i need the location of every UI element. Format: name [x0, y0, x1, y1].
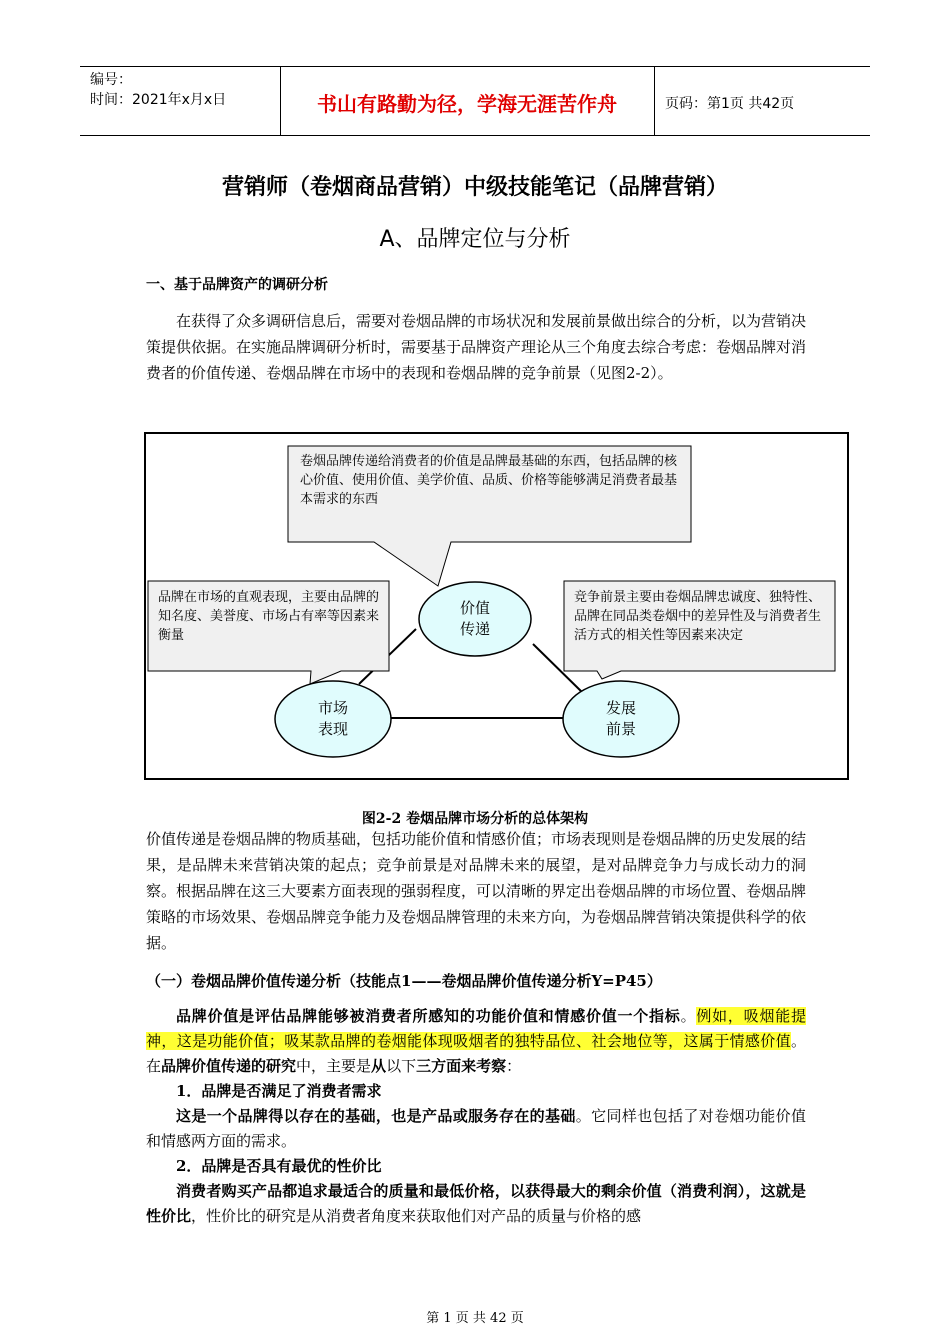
page-header	[80, 66, 870, 136]
plain-text: 。在	[146, 1032, 806, 1075]
item2-heading: 2．品牌是否具有最优的性价比	[176, 1157, 382, 1175]
header-top-rule	[80, 66, 870, 67]
figure-frame	[144, 432, 849, 780]
item2-bold: 消费者购买产品都追求最适合的质量和最低价格，以获得最大的剩余价值（消费利润），这就是性价比	[146, 1182, 806, 1225]
callout-top-text: 卷烟品牌传递给消费者的价值是品牌最基础的东西，包括品牌的核心价值、使用价值、美学价值、品质、价格等能够满足消费者最基本需求的东西	[300, 454, 678, 507]
bold-text: 从	[371, 1057, 387, 1075]
item1-bold: 这是一个品牌得以存在的基础，也是产品或服务存在的基础	[176, 1107, 576, 1125]
header-divider	[654, 66, 655, 136]
bold-text: 三方面来考察	[416, 1057, 507, 1075]
node-future-label: 发展 前景	[605, 699, 636, 738]
node-market-label: 市场 表现	[317, 699, 348, 738]
header-bottom-rule	[80, 135, 870, 136]
body-paragraph: 价值传递是卷烟品牌的物质基础，包括功能价值和情感价值；市场表现则是卷烟品牌的历史发展的结果，是品牌未来营销决策的起点；竞争前景是对品牌未来的展望，是对品牌竞争力与成长动力的洞察。根据品牌在这三大要素方面表现的强弱程度，可以清晰的界定出卷烟品牌的市场位置、卷烟品牌策略的市场效果、卷烟品牌竞争能力及卷烟品牌管理的未来方向，为卷烟品牌营销决策提供科学的依据。	[146, 830, 807, 952]
document-subtitle: A、品牌定位与分析	[379, 227, 571, 252]
callout-left-text: 品牌在市场的直观表现，主要由品牌的知名度、美誉度、市场占有率等因素来衡量	[158, 590, 380, 643]
callout-right-text: 竞争前景主要由卷烟品牌忠诚度、独特性、品牌在同品类卷烟中的差异性及与消费者生活方式的相关性等因素来决定	[574, 590, 822, 643]
subsection-heading: （一）卷烟品牌价值传递分析（技能点1——卷烟品牌价值传递分析Y=P45）	[146, 972, 662, 990]
document-title: 营销师（卷烟商品营销）中级技能笔记（品牌营销）	[221, 175, 728, 200]
item1-body	[146, 1104, 806, 1154]
value-definition: 品牌价值是评估品牌能够被消费者所感知的功能价值和情感价值一个指标	[176, 1007, 681, 1025]
value-paragraph	[146, 1004, 806, 1229]
time-label: 时间：2021年x月x日	[90, 92, 227, 108]
highlighted-example: 例如，吸烟能提神，这是功能价值；吸某款品牌的卷烟能体现吸烟者的独特品位、社会地位等，这属于情感价值	[146, 1007, 806, 1050]
plain-text: 中，主要是	[296, 1057, 372, 1075]
node-value-label: 价值 传递	[459, 599, 490, 638]
item1-rest: 。它同样也包括了对卷烟功能价值和情感两方面的需求。	[146, 1107, 806, 1150]
plain-text: ：	[506, 1057, 522, 1075]
header-page-label: 页码：第1页 共42页	[665, 96, 795, 112]
item2-body	[146, 1179, 806, 1229]
intro-paragraph: 在获得了众多调研信息后，需要对卷烟品牌的市场状况和发展前景做出综合的分析，以为营销决策提供依据。在实施品牌调研分析时，需要基于品牌资产理论从三个角度去综合考虑：卷烟品牌对消费者的价值传递、卷烟品牌在市场中的表现和卷烟品牌的竞争前景（见图2-2）。	[146, 312, 807, 382]
page-footer: 第 1 页 共 42 页	[426, 1311, 524, 1326]
header-meta	[90, 70, 226, 110]
section-heading: 一、基于品牌资产的调研分析	[146, 277, 328, 293]
item2-rest: ，性价比的研究是从消费者角度来获取他们对产品的质量与价格的感	[191, 1207, 642, 1225]
plain-text: 以下	[386, 1057, 417, 1075]
header-motto: 书山有路勤为径，学海无涯苦作舟	[317, 92, 617, 116]
figure-caption: 图2-2 卷烟品牌市场分析的总体架构	[361, 811, 589, 827]
item1-heading: 1．品牌是否满足了消费者需求	[176, 1082, 382, 1100]
serial-label: 编号：	[90, 72, 132, 88]
punctuation: 。	[680, 1007, 697, 1025]
bold-text: 品牌价值传递的研究	[161, 1057, 297, 1075]
value-intro	[146, 1004, 806, 1079]
